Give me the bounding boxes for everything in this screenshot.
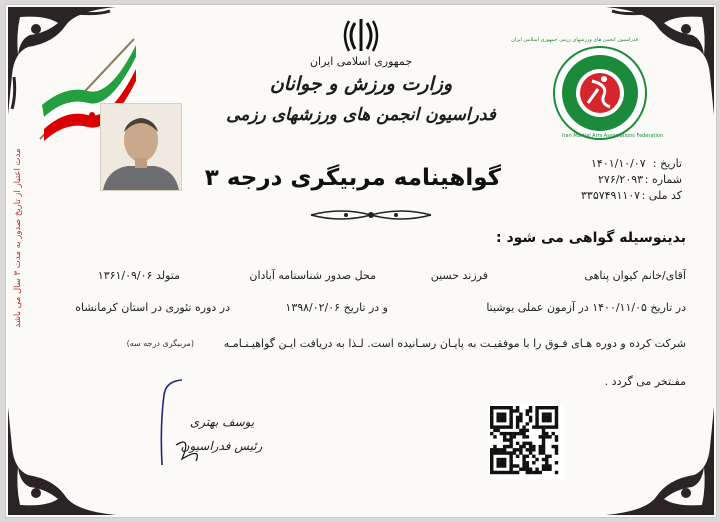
qr-code: [488, 404, 564, 480]
closing-text: مفـتخر می گردد .: [604, 375, 686, 388]
certificate-title: گواهینامه مربیگری درجه ۳: [204, 165, 501, 191]
date-label: تاریخ :: [652, 157, 682, 170]
iran-emblem-icon: [341, 15, 381, 55]
theory-date: و در تاریخ ۱۳۹۸/۰۲/۰۶: [285, 301, 388, 314]
issue-place: محل صدور شناسنامه آبادان: [249, 269, 376, 282]
signer-role: رئیس فدراسیون: [180, 439, 263, 453]
corner-ornament-bottom-right: [604, 405, 716, 517]
national-code-label: کد ملی :: [641, 189, 682, 202]
theory-place: در دوره تئوری در استان کرمانشاه: [75, 301, 230, 314]
person-photo-icon: [101, 104, 181, 190]
ministry-text: وزارت ورزش و جوانان: [269, 73, 453, 95]
number-label: شماره :: [644, 173, 682, 186]
birth-date: متولد ۱۳۶۱/۰۹/۰۶: [97, 269, 180, 282]
holder-photo: [100, 103, 182, 191]
logo-ring-text-en: Iran Martial Arts Associations Federation: [562, 133, 664, 139]
exam-line: در تاریخ ۱۴۰۰/۱۱/۰۵ در آزمون عملی یوشیتا: [486, 301, 686, 314]
father-name: فرزند حسین: [430, 269, 488, 282]
logo-ring-text: فدراسیون انجمن های ورزشهای رزمی جمهوری اسلامی ایران: [511, 37, 638, 43]
title-ornament: [306, 207, 436, 223]
corner-ornament-bottom-left: [6, 405, 118, 517]
validity-side-note: مدت اعتبار از تاریخ صدور به مدت ۳ سال می باشد: [13, 148, 23, 328]
completion-text: شرکت کرده و دوره هـای فـوق را با موفقیـت به پایـان رسـانیده است. لـذا به دریافت ایـن گواهیـنـامـه: [223, 337, 686, 350]
federation-logo-icon: [552, 45, 664, 141]
certificate: [5, 4, 717, 518]
intro-text: بدینوسیله گواهی می شود :: [495, 230, 686, 246]
national-code-value: ۳۳۵۷۴۹۱۱۰۷: [581, 189, 641, 202]
qr-code-icon: [490, 406, 558, 474]
completion-note: (مربیگری درجه سه): [126, 339, 194, 348]
signer-name: یوسف بهتری: [189, 415, 255, 429]
republic-text: جمهوری اسلامی ایران: [309, 55, 413, 68]
holder-name: آقای/خانم کیوان پناهی: [584, 269, 686, 282]
number-value: ۲۷۶/۲۰۹۳: [598, 173, 644, 186]
federation-text: فدراسیون انجمن های ورزشهای رزمی: [226, 105, 496, 125]
date-value: ۱۴۰۱/۱۰/۰۷: [591, 157, 646, 170]
